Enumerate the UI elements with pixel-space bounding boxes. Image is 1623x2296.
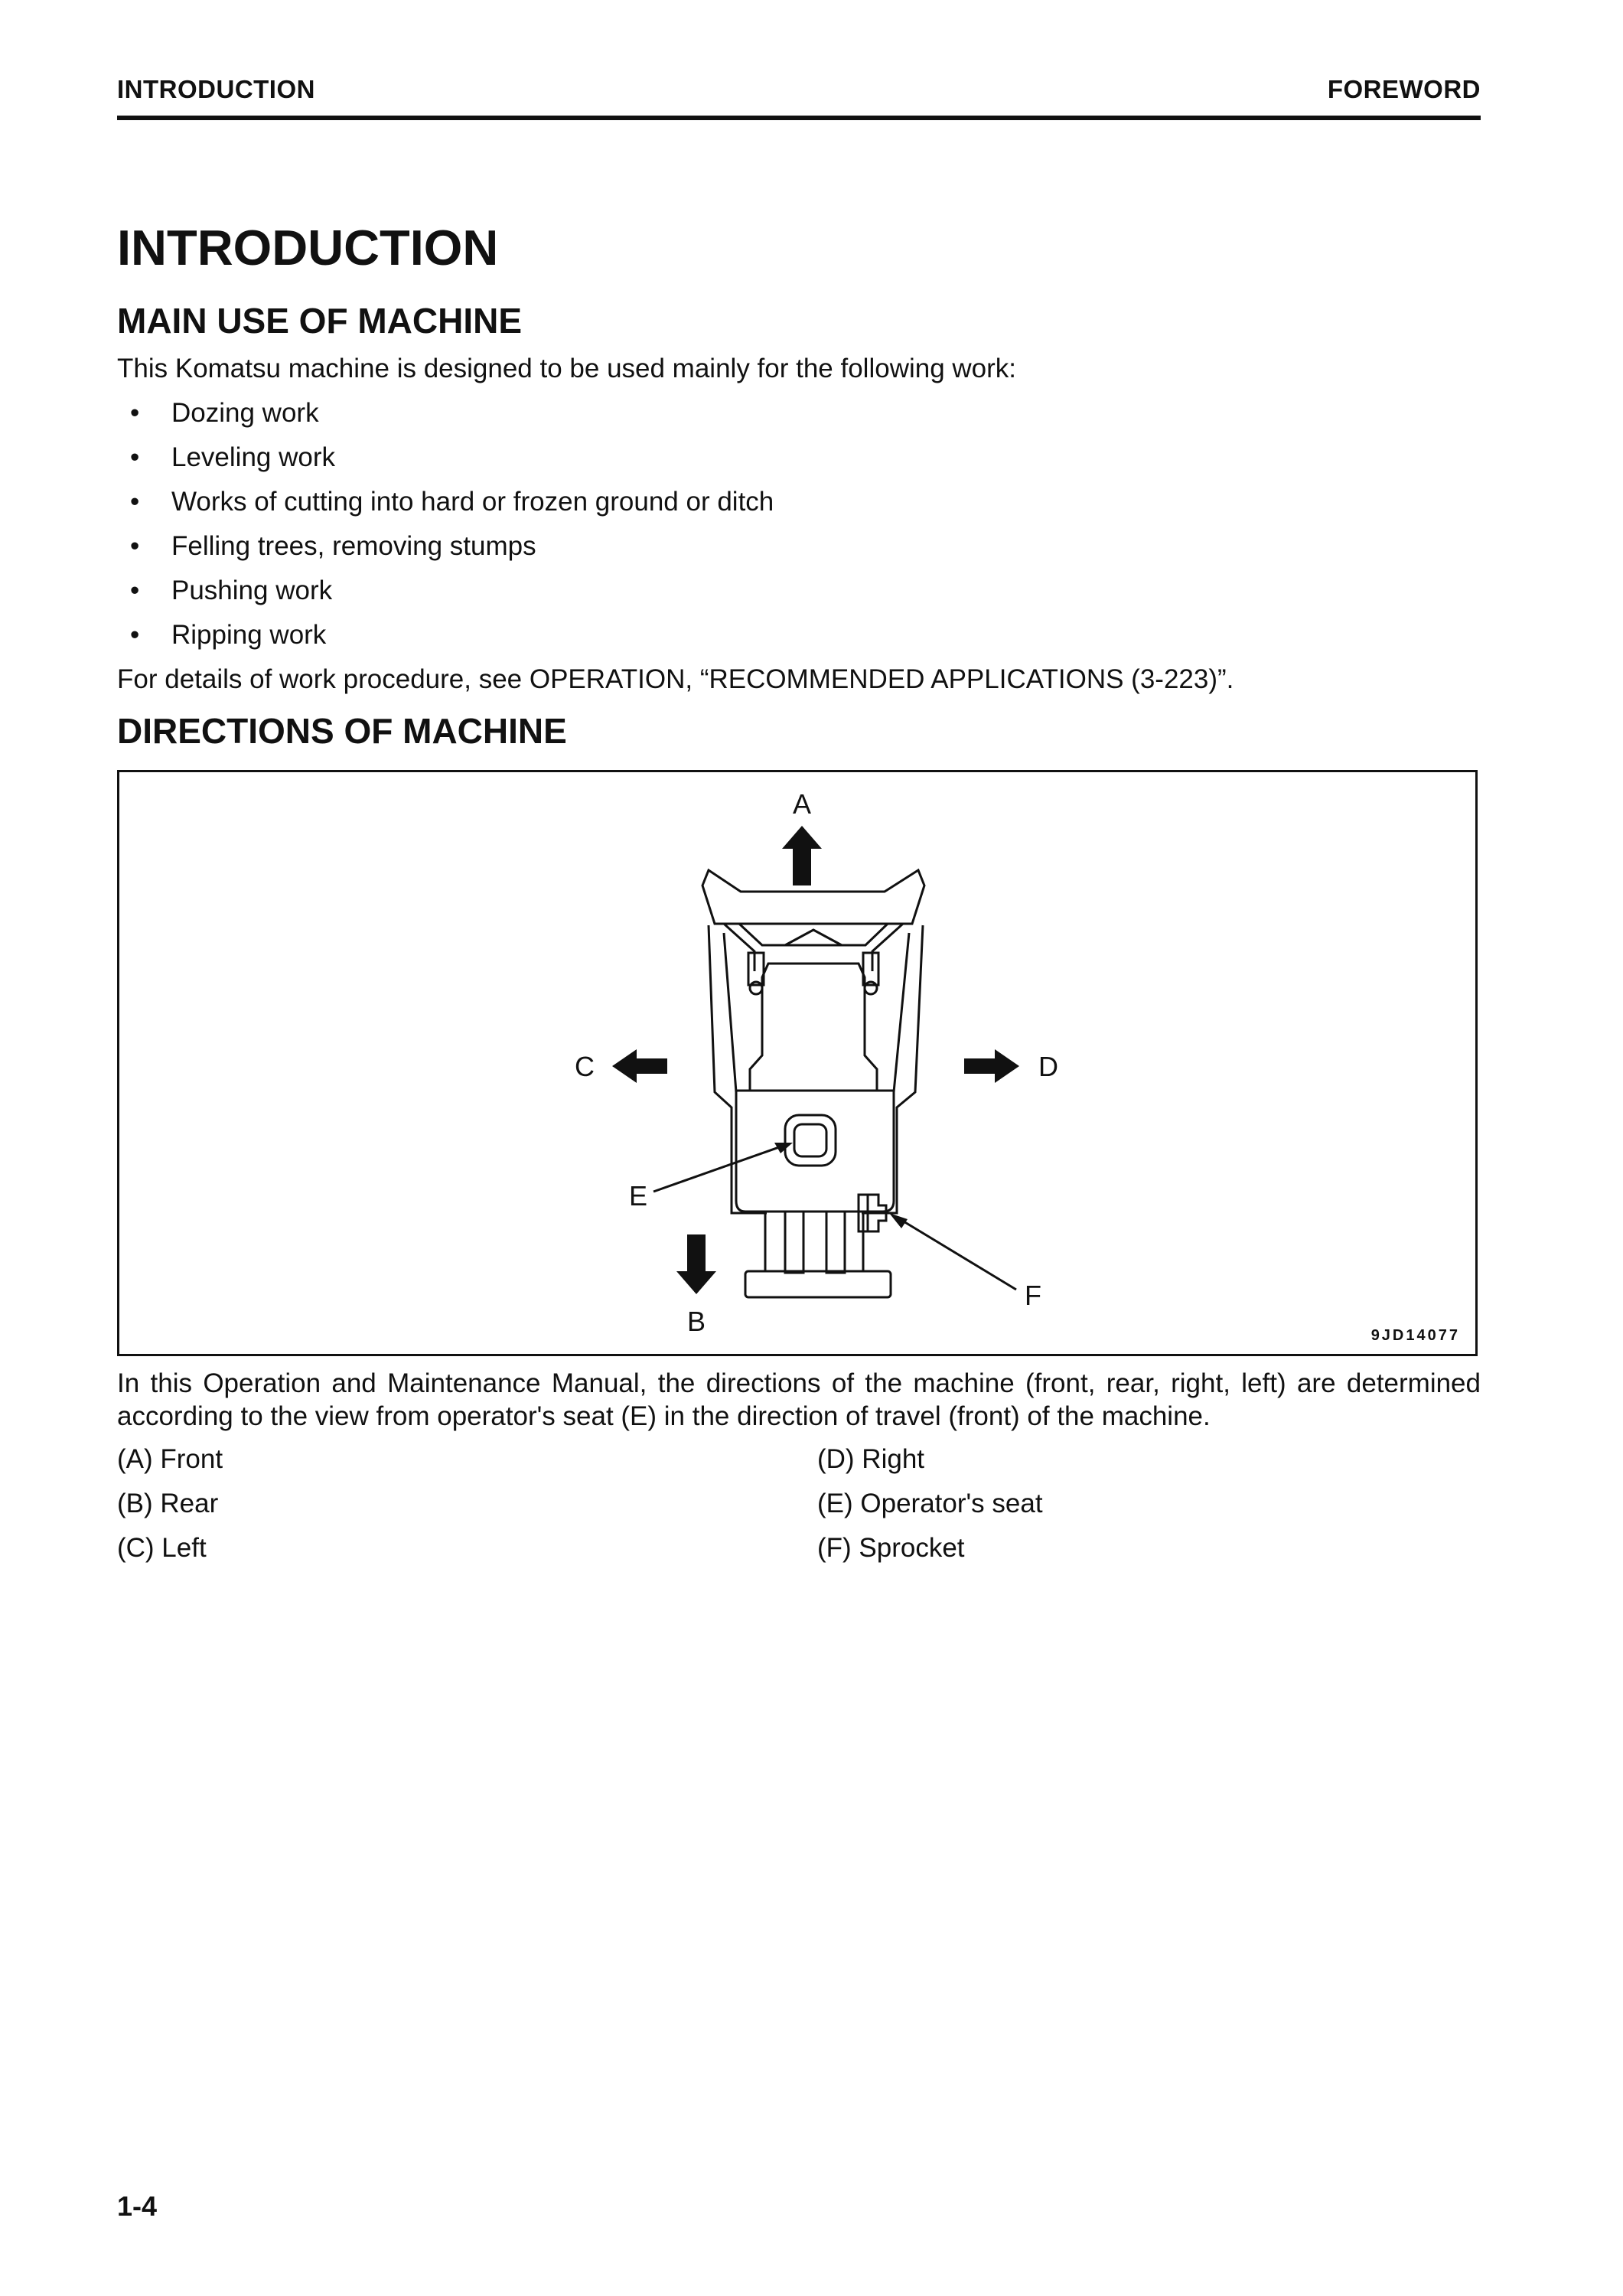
left-arrow-icon — [612, 1049, 667, 1083]
bulldozer-top-view-diagram — [119, 772, 1475, 1354]
bullet-icon: • — [130, 620, 140, 650]
work-procedure-reference: For details of work procedure, see OPERATION, “RECOMMENDED APPLICATIONS (3-223)”. — [117, 664, 1234, 694]
list-item — [130, 618, 326, 651]
right-arrow-icon — [964, 1049, 1019, 1083]
bullet-icon: • — [130, 398, 140, 428]
label-e: E — [628, 1180, 648, 1212]
list-item-text: Ripping work — [171, 620, 327, 650]
list-item — [130, 396, 319, 429]
direction-arrows — [612, 826, 1019, 1294]
bullet-icon: • — [130, 576, 140, 605]
page-number: 1-4 — [117, 2190, 158, 2222]
bullet-icon: • — [130, 531, 140, 561]
bulldozer-outline — [702, 870, 924, 1297]
directions-paragraph: In this Operation and Maintenance Manual, the directions of the machine (front, rear, right, left) are determined according to the view from operator's seat (E) in the direction of travel (front) of the machine. — [117, 1368, 1481, 1431]
list-item — [130, 574, 332, 607]
list-item-text: Dozing work — [171, 398, 319, 428]
page-title: INTRODUCTION — [117, 220, 499, 276]
header-section-right: FOREWORD — [1327, 75, 1481, 103]
legend-item-d: (D) Right — [817, 1444, 925, 1474]
list-item-text: Pushing work — [171, 576, 333, 605]
rear-arrow-icon — [676, 1234, 716, 1294]
header-section-left: INTRODUCTION — [117, 75, 315, 103]
list-item — [130, 530, 536, 563]
legend-item-f: (F) Sprocket — [817, 1533, 965, 1563]
legend-item-b: (B) Rear — [117, 1489, 219, 1518]
main-use-intro: This Komatsu machine is designed to be used mainly for the following work: — [117, 354, 1017, 383]
figure-code: 9JD14077 — [1370, 1327, 1460, 1344]
directions-heading: DIRECTIONS OF MACHINE — [117, 711, 567, 751]
bullet-icon: • — [130, 487, 140, 517]
legend-item-a: (A) Front — [117, 1444, 223, 1474]
label-a: A — [792, 788, 812, 820]
list-item-text: Works of cutting into hard or frozen ground or ditch — [171, 487, 774, 517]
label-c: C — [575, 1051, 595, 1082]
list-item — [130, 441, 335, 474]
main-use-heading: MAIN USE OF MACHINE — [117, 301, 522, 341]
list-item — [130, 485, 774, 518]
list-item-text: Felling trees, removing stumps — [171, 531, 536, 561]
list-item-text: Leveling work — [171, 442, 335, 472]
leader-lines — [653, 1143, 1016, 1290]
legend-item-e: (E) Operator's seat — [817, 1489, 1043, 1518]
label-d: D — [1038, 1051, 1058, 1082]
label-f: F — [1025, 1280, 1041, 1311]
legend-item-c: (C) Left — [117, 1533, 207, 1563]
directions-figure — [117, 770, 1478, 1356]
bullet-icon: • — [130, 442, 140, 472]
header-rule — [117, 116, 1481, 120]
label-b: B — [686, 1306, 706, 1337]
front-arrow-icon — [782, 826, 822, 885]
